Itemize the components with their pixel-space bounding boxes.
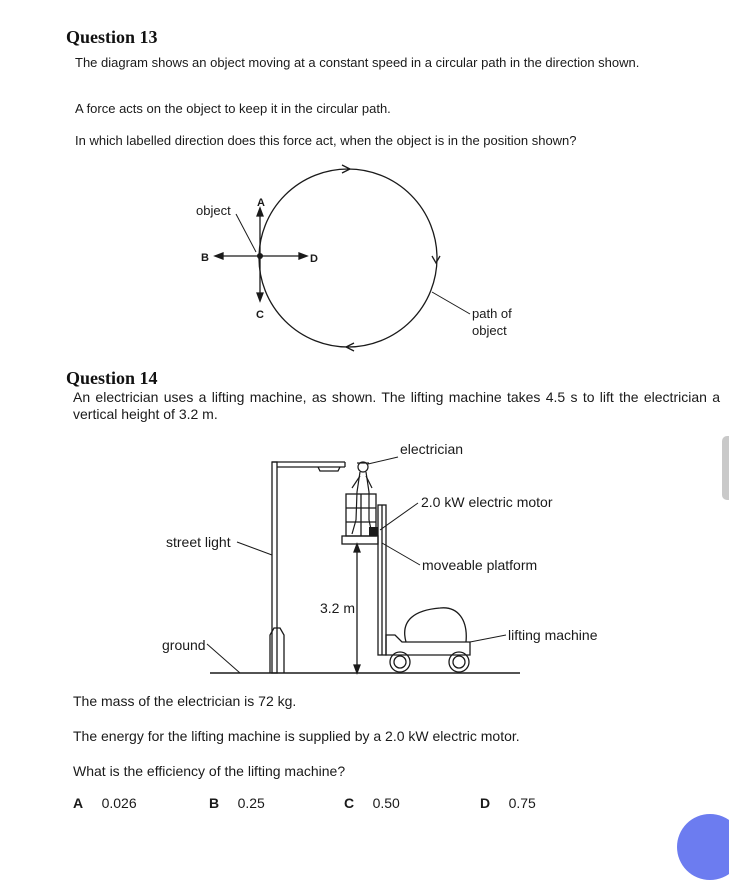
- q13-line-3: In which labelled direction does this force act, when the object is in the position shown?: [75, 133, 577, 148]
- object-label: object: [196, 203, 231, 218]
- path-direction-arrows: [342, 165, 440, 351]
- force-arrow-d: [260, 253, 307, 259]
- q14-question: What is the efficiency of the lifting machine?: [73, 763, 346, 779]
- option-value: 0.25: [237, 795, 265, 811]
- circular-path: [259, 169, 437, 347]
- option-value: 0.026: [101, 795, 137, 811]
- force-arrow-b: [215, 253, 260, 259]
- lifting-machine-diagram: [0, 430, 729, 690]
- platform-label: moveable platform: [422, 557, 538, 573]
- side-scroll-handle[interactable]: [722, 436, 729, 500]
- object-leader-line: [236, 214, 256, 252]
- q14-mass-text: The mass of the electrician is 72 kg.: [73, 693, 297, 709]
- motor-label: 2.0 kW electric motor: [421, 494, 553, 510]
- option-value: 0.50: [372, 795, 400, 811]
- option-letter: D: [480, 795, 491, 811]
- question-13-title: Question 13: [66, 27, 158, 47]
- q14-energy-text: The energy for the lifting machine is supplied by a 2.0 kW electric motor.: [73, 728, 520, 744]
- street-light-label: street light: [166, 534, 231, 550]
- option-c[interactable]: [344, 795, 400, 813]
- ground-label: ground: [162, 637, 206, 653]
- floating-action-button[interactable]: [677, 814, 729, 880]
- electrician-figure: [352, 462, 372, 534]
- path-label-line-1: path of: [472, 306, 512, 321]
- lifting-vehicle: [386, 608, 470, 672]
- lifting-mast: [378, 505, 386, 655]
- circular-motion-diagram: [0, 0, 729, 370]
- option-a[interactable]: [73, 795, 137, 813]
- label-c: C: [256, 309, 264, 321]
- option-letter: A: [73, 795, 84, 811]
- force-arrow-a: [257, 208, 263, 256]
- label-b: B: [201, 252, 209, 264]
- street-light: [270, 462, 345, 673]
- label-d: D: [310, 253, 318, 265]
- height-label: 3.2 m: [320, 600, 356, 616]
- option-d[interactable]: [480, 795, 536, 813]
- option-b[interactable]: [209, 795, 265, 813]
- question-14-title: Question 14: [66, 368, 158, 388]
- q13-line-2: A force acts on the object to keep it in the circular path.: [75, 101, 391, 116]
- force-arrow-c: [257, 256, 263, 301]
- path-leader-line: [432, 292, 470, 314]
- q13-line-1: The diagram shows an object moving at a constant speed in a circular path in the direction shown.: [75, 55, 640, 70]
- moveable-platform: [342, 494, 378, 544]
- option-letter: B: [209, 795, 220, 811]
- option-letter: C: [344, 795, 355, 811]
- lifting-machine-label: lifting machine: [508, 627, 598, 643]
- electrician-label: electrician: [400, 441, 464, 457]
- label-a: A: [257, 197, 265, 209]
- q14-intro: An electrician uses a lifting machine, as shown. The lifting machine takes 4.5 s to lift the electrician a vertical height of 3.2 m.: [73, 389, 720, 422]
- option-value: 0.75: [508, 795, 536, 811]
- path-label-line-2: object: [472, 323, 507, 338]
